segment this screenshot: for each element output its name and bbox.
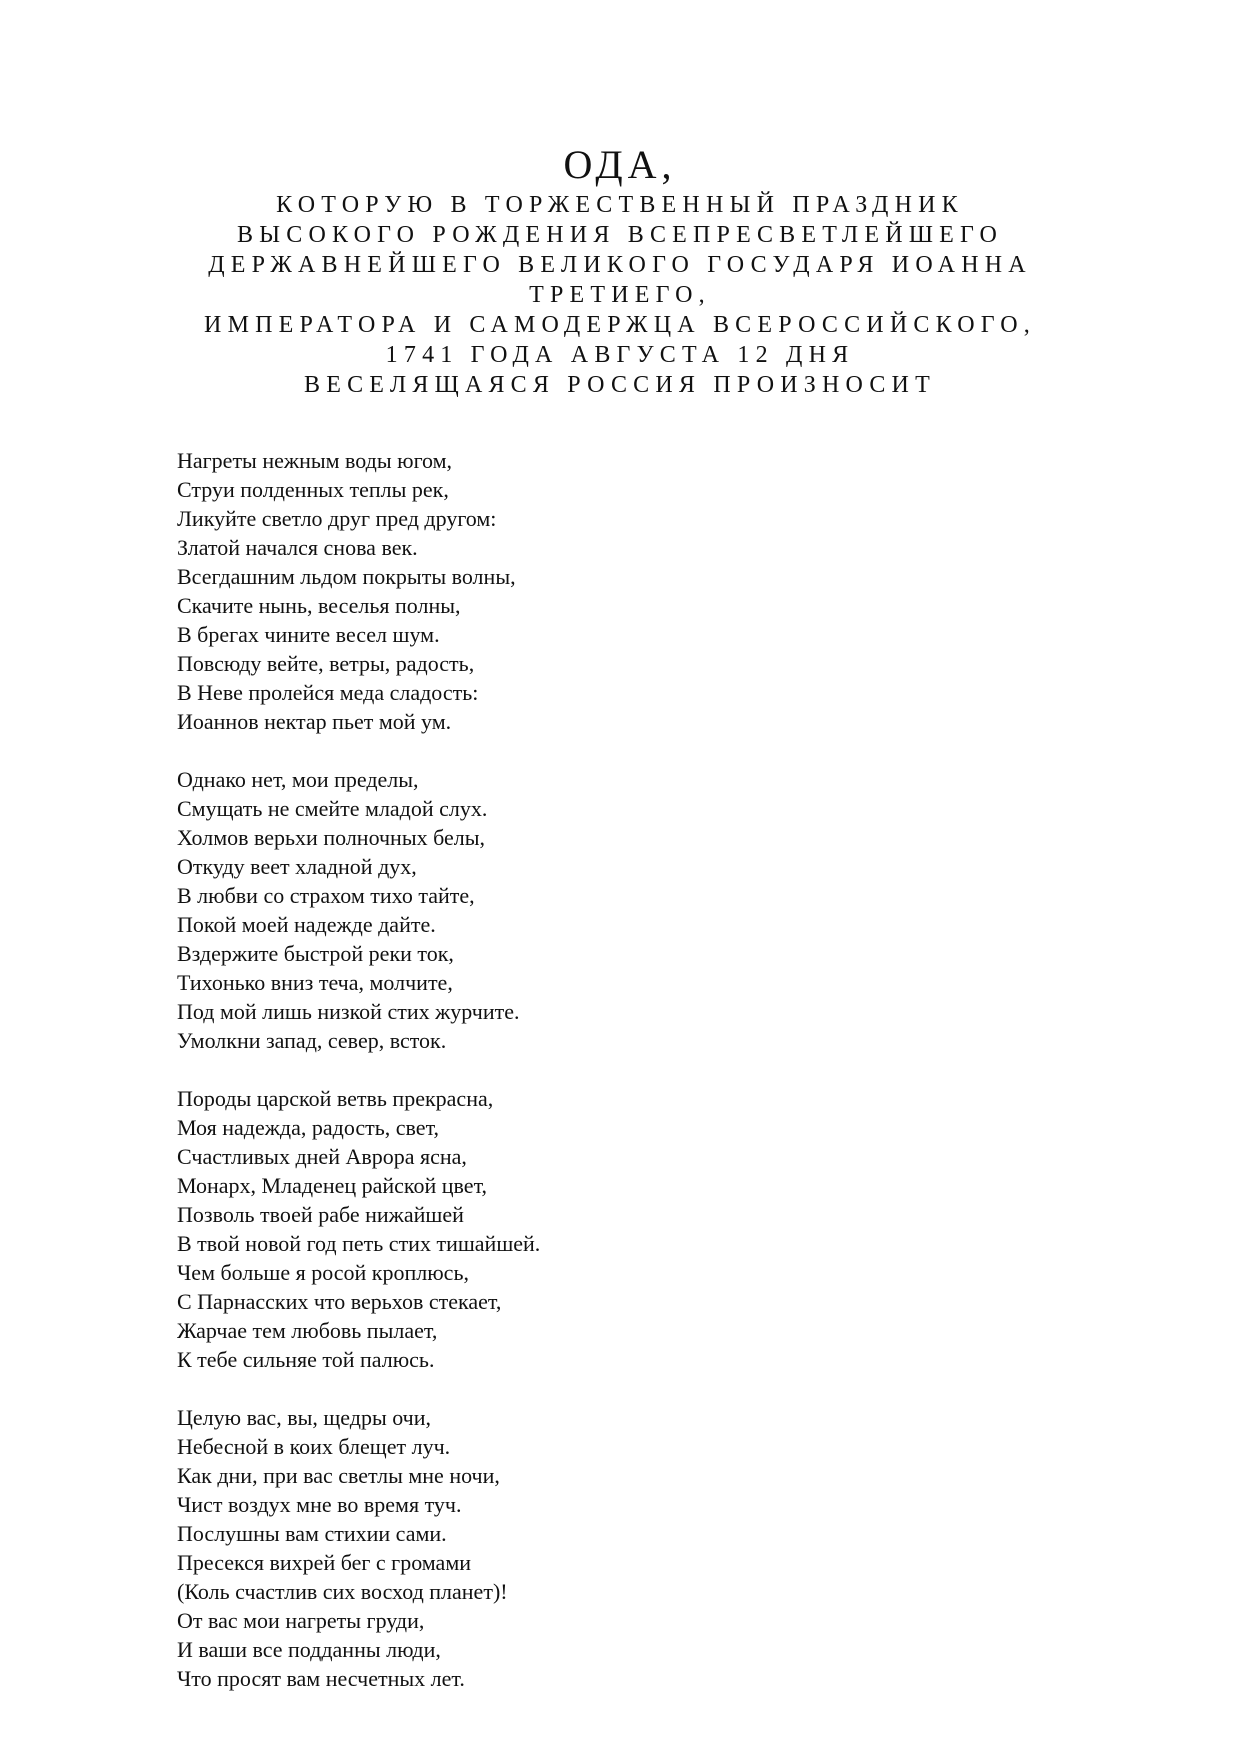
subtitle-line: ВЫСОКОГО РОЖДЕНИЯ ВСЕПРЕСВЕТЛЕЙШЕГО <box>236 222 1004 248</box>
verse-line: Чист воздух мне во время туч. <box>177 1492 462 1517</box>
subtitle-line: ВЕСЕЛЯЩАЯСЯ РОССИЯ ПРОИЗНОСИТ <box>304 372 936 398</box>
verse-line: Небесной в коих блещет луч. <box>177 1434 451 1459</box>
verse-line: И ваши все подданны люди, <box>177 1637 441 1662</box>
verse-line: От вас мои нагреты груди, <box>177 1608 425 1633</box>
verse-line: Тихонько вниз теча, молчите, <box>177 970 453 995</box>
verse-line: Целую вас, вы, щедры очи, <box>177 1405 432 1430</box>
verse-line: Моя надежда, радость, свет, <box>177 1115 440 1140</box>
poem-body <box>177 446 1077 1722</box>
verse-line: Монарх, Младенец райской цвет, <box>177 1173 488 1198</box>
verse-line: В твой новой год петь стих тишайшей. <box>177 1231 541 1256</box>
subtitle-line: ИМПЕРАТОРА И САМОДЕРЖЦА ВСЕРОССИЙСКОГО, <box>204 312 1036 338</box>
subtitle-line: 1741 ГОДА АВГУСТА 12 ДНЯ <box>385 342 855 368</box>
verse-line: В любви со страхом тихо тайте, <box>177 883 475 908</box>
verse-line: Как дни, при вас светлы мне ночи, <box>177 1463 500 1488</box>
verse-line: Златой начался снова век. <box>177 535 418 560</box>
verse-line: Струи полденных теплы рек, <box>177 477 449 502</box>
verse-line: Позволь твоей рабе нижайшей <box>177 1202 464 1227</box>
verse-line: Послушны вам стихии сами. <box>177 1521 447 1546</box>
verse-line: К тебе сильняе той палюсь. <box>177 1347 435 1372</box>
verse-line: Чем больше я росой кроплюсь, <box>177 1260 469 1285</box>
stanza-3 <box>177 1084 1077 1374</box>
verse-line: (Коль счастлив сих восход планет)! <box>177 1579 508 1604</box>
stanza-4 <box>177 1403 1077 1693</box>
verse-line: Повсюду вейте, ветры, радость, <box>177 651 475 676</box>
verse-line: Умолкни запад, север, всток. <box>177 1028 447 1053</box>
stanza-1 <box>177 446 1077 736</box>
verse-line: Счастливых дней Аврора ясна, <box>177 1144 467 1169</box>
verse-line: В Неве пролейся меда сладость: <box>177 680 479 705</box>
verse-line: Пресекся вихрей бег с громами <box>177 1550 472 1575</box>
verse-line: Смущать не смейте младой слух. <box>177 796 488 821</box>
verse-line: Всегдашним льдом покрыты волны, <box>177 564 516 589</box>
verse-line: С Парнасских что верьхов стекает, <box>177 1289 502 1314</box>
verse-line: Что просят вам несчетных лет. <box>177 1666 465 1691</box>
verse-line: В брегах чините весел шум. <box>177 622 440 647</box>
subtitle-line: КОТОРУЮ В ТОРЖЕСТВЕННЫЙ ПРАЗДНИК <box>276 192 964 218</box>
ode-heading <box>0 140 1240 400</box>
verse-line: Ликуйте светло друг пред другом: <box>177 506 497 531</box>
verse-line: Скачите нынь, веселья полны, <box>177 593 461 618</box>
ode-title: ОДА, <box>563 142 677 187</box>
verse-line: Покой моей надежде дайте. <box>177 912 436 937</box>
verse-line: Иоаннов нектар пьет мой ум. <box>177 709 452 734</box>
verse-line: Жарчае тем любовь пылает, <box>177 1318 438 1343</box>
verse-line: Породы царской ветвь прекрасна, <box>177 1086 494 1111</box>
ode-subtitle <box>0 190 1240 400</box>
stanza-2 <box>177 765 1077 1055</box>
subtitle-line: ТРЕТИЕГО, <box>529 282 711 308</box>
subtitle-line: ДЕРЖАВНЕЙШЕГО ВЕЛИКОГО ГОСУДАРЯ ИОАННА <box>208 252 1032 278</box>
verse-line: Под мой лишь низкой стих журчите. <box>177 999 520 1024</box>
verse-line: Откуду веет хладной дух, <box>177 854 417 879</box>
verse-line: Нагреты нежным воды югом, <box>177 448 453 473</box>
verse-line: Вздержите быстрой реки ток, <box>177 941 454 966</box>
verse-line: Однако нет, мои пределы, <box>177 767 419 792</box>
verse-line: Холмов верьхи полночных белы, <box>177 825 486 850</box>
